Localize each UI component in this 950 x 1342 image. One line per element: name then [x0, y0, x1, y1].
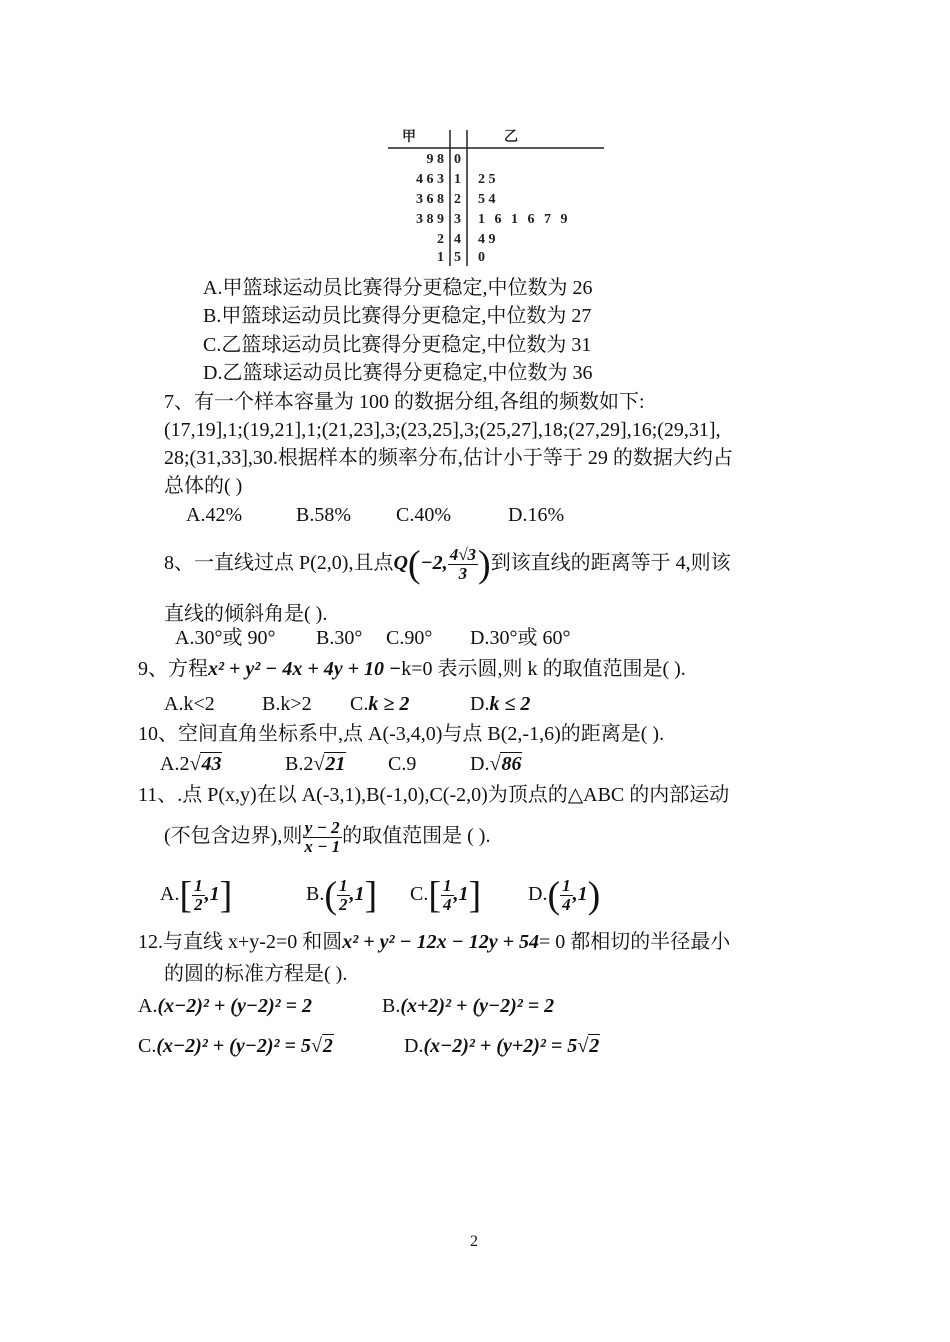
- stem-right-5: 0: [478, 250, 485, 265]
- page-number: 2: [470, 1233, 478, 1250]
- q12-d-expr: (x−2)² + (y+2)² = 5: [423, 1035, 578, 1057]
- stem-5: 5: [454, 250, 461, 265]
- stem-left-5: 1: [437, 250, 444, 265]
- stem-leaf-plot: [388, 128, 606, 268]
- q11-b-comma-one: ,1: [349, 883, 365, 905]
- q8-option-a: A.30°或 90°: [175, 627, 276, 649]
- q12-option-d: D.(x−2)² + (y+2)² = 5√2: [404, 1035, 600, 1057]
- q12-pre: 12.与直线 x+y-2=0 和圆: [138, 931, 343, 953]
- stem-left-4: 2: [437, 232, 444, 247]
- stem-4: 4: [454, 232, 461, 247]
- q12-d-label: D.: [404, 1035, 424, 1057]
- q8-line-1: [164, 536, 731, 590]
- q11-option-d: D.( $\frac{1}{4}$ ,1): [528, 874, 601, 917]
- q8-post: 到该直线的距离等于 4,则该: [490, 552, 731, 574]
- q9-c-expr: k ≥ 2: [368, 693, 410, 715]
- q11-d-num: 1: [562, 875, 571, 895]
- q9-line-1: [138, 655, 686, 683]
- q11-pre2: (不包含边界),则: [164, 825, 303, 847]
- q10-b-label: B.2: [285, 753, 314, 775]
- q9-option-c: [350, 690, 409, 718]
- q10-a-radicand: 43: [201, 753, 222, 775]
- q7-option-c: C.40%: [396, 504, 451, 526]
- q12-option-c: C.(x−2)² + (y−2)² = 5√2: [138, 1035, 333, 1057]
- q11-a-label: A.: [160, 883, 180, 905]
- q8-option-b: B.30°: [316, 627, 363, 649]
- q11-c-label: C.: [410, 883, 429, 905]
- q7-option-d: D.16%: [508, 504, 565, 526]
- q8-pre: 8、一直线过点 P(2,0),且点: [164, 552, 394, 574]
- q10-d-label: D.: [470, 753, 490, 775]
- q11-c-den: 4: [443, 894, 452, 914]
- q8-q-x: −2,: [420, 552, 448, 574]
- stem-left-0: 9 8: [426, 152, 444, 167]
- q6-option-c: C.乙篮球运动员比赛得分更稳定,中位数为 31: [203, 334, 592, 356]
- q10-option-b: B.2√21: [285, 753, 346, 775]
- q10-option-c: C.9: [388, 753, 417, 775]
- q12-post: = 0 都相切的半径最小: [539, 931, 731, 953]
- q9-c-label: C.: [350, 693, 369, 715]
- stem-2: 2: [454, 192, 461, 207]
- q12-circle-eq: x² + y² − 12x − 12y + 54: [342, 931, 539, 953]
- q11-frac-num: y − 2: [304, 817, 340, 837]
- q11-b-label: B.: [306, 883, 325, 905]
- q8-q-den: 3: [458, 563, 468, 583]
- q9-option-d: [470, 690, 530, 718]
- q9-option-a: A.k<2: [164, 693, 215, 715]
- q6-option-a: A.甲篮球运动员比赛得分更稳定,中位数为 26: [203, 277, 593, 299]
- q11-c-num: 1: [443, 875, 452, 895]
- stem-left-2: 3 6 8: [416, 192, 444, 207]
- q12-b-expr: (x+2)² + (y−2)² = 2: [400, 995, 555, 1017]
- stem-right-2: 5 4: [478, 192, 496, 207]
- q11-post2: 的取值范围是 ( ).: [342, 825, 491, 847]
- stem-left-3: 3 8 9: [416, 212, 444, 227]
- q7-line-2: (17,19],1;(19,21],1;(21,23],3;(23,25],3;(25,27],18;(27,29],16;(29,31],: [164, 419, 721, 441]
- q7-line-1: 7、有一个样本容量为 100 的数据分组,各组的频数如下:: [164, 391, 645, 413]
- q9-option-b: B.k>2: [262, 693, 312, 715]
- q11-frac-den: x − 1: [304, 836, 341, 856]
- q11-b-num: 1: [339, 875, 348, 895]
- q11-b-den: 2: [339, 894, 348, 914]
- q12-c-label: C.: [138, 1035, 157, 1057]
- stem-1: 1: [454, 172, 461, 187]
- q11-c-comma-one: ,1: [453, 883, 469, 905]
- q10-stem: 10、空间直角坐标系中,点 A(-3,4,0)与点 B(2,-1,6)的距离是( ).: [138, 723, 665, 745]
- q11-fraction: [302, 819, 342, 856]
- q9-d-label: D.: [470, 693, 490, 715]
- q11-option-a: A.[ $\frac{1}{2}$ ,1]: [160, 874, 233, 917]
- q10-d-radicand: 86: [501, 753, 522, 775]
- q6-option-b: B.甲篮球运动员比赛得分更稳定,中位数为 27: [203, 305, 592, 327]
- stem-3: 3: [454, 212, 461, 227]
- q10-option-a: A.2√43: [160, 753, 222, 775]
- q11-d-den: 4: [562, 894, 571, 914]
- stem-0: 0: [454, 152, 461, 167]
- stem-right-1: 2 5: [478, 172, 496, 187]
- stem-right-4: 4 9: [478, 232, 496, 247]
- stem-header-right: 乙: [504, 130, 518, 145]
- q12-option-a: [138, 992, 312, 1020]
- q11-option-b: B.( $\frac{1}{2}$ ,1]: [306, 874, 378, 917]
- q12-b-label: B.: [382, 995, 401, 1017]
- q10-a-label: A.2: [160, 753, 190, 775]
- q8-point-q: Q(−2, $\frac{4√3}{3}$ ): [393, 543, 491, 586]
- stem-header-left: 甲: [402, 130, 416, 145]
- q9-equation: x² + y² − 4x + 4y + 10 −: [208, 658, 402, 680]
- q12-c-expr: (x−2)² + (y−2)² = 5: [156, 1035, 311, 1057]
- q9-post: k=0 表示圆,则 k 的取值范围是( ).: [401, 658, 686, 680]
- q7-line-4: 总体的( ): [164, 475, 243, 497]
- q12-a-label: A.: [138, 995, 158, 1017]
- q11-a-comma-one: ,1: [204, 883, 220, 905]
- q10-b-radicand: 21: [325, 753, 346, 775]
- q12-line-2: 的圆的标准方程是( ).: [164, 963, 348, 985]
- q12-line-1: [138, 928, 730, 956]
- q8-q-frac: [448, 546, 478, 583]
- q11-line-2: [164, 812, 490, 860]
- q7-option-a: A.42%: [186, 504, 243, 526]
- q7-line-3: 28;(31,33],30.根据样本的频率分布,估计小于等于 29 的数据大约占: [164, 447, 733, 469]
- q7-option-b: B.58%: [296, 504, 351, 526]
- q12-a-expr: (x−2)² + (y−2)² = 2: [157, 995, 312, 1017]
- stem-left-1: 4 6 3: [416, 172, 444, 187]
- q8-option-c: C.90°: [386, 627, 433, 649]
- q8-option-d: D.30°或 60°: [470, 627, 571, 649]
- stem-right-3: 1 6 1 6 7 9: [478, 212, 568, 227]
- q8-q-num: 4√3: [449, 544, 477, 564]
- q8-line-2: 直线的倾斜角是( ).: [164, 603, 328, 625]
- q9-d-expr: k ≤ 2: [489, 693, 531, 715]
- q11-a-num: 1: [194, 875, 203, 895]
- q11-d-label: D.: [528, 883, 548, 905]
- q12-d-radicand: 2: [589, 1035, 600, 1057]
- q11-line-1: 11、.点 P(x,y)在以 A(-3,1),B(-1,0),C(-2,0)为顶点的△ABC 的内部运动: [138, 784, 730, 806]
- q12-c-radicand: 2: [322, 1035, 333, 1057]
- q11-a-den: 2: [194, 894, 203, 914]
- q10-option-d: D.√86: [470, 753, 522, 775]
- q6-option-d: D.乙篮球运动员比赛得分更稳定,中位数为 36: [203, 362, 593, 384]
- q11-d-comma-one: ,1: [572, 883, 588, 905]
- q11-option-c: C.[ $\frac{1}{4}$ ,1]: [410, 874, 482, 917]
- q9-pre: 9、方程: [138, 658, 208, 680]
- q8-q-letter: Q: [393, 552, 408, 574]
- q12-option-b: [382, 992, 554, 1020]
